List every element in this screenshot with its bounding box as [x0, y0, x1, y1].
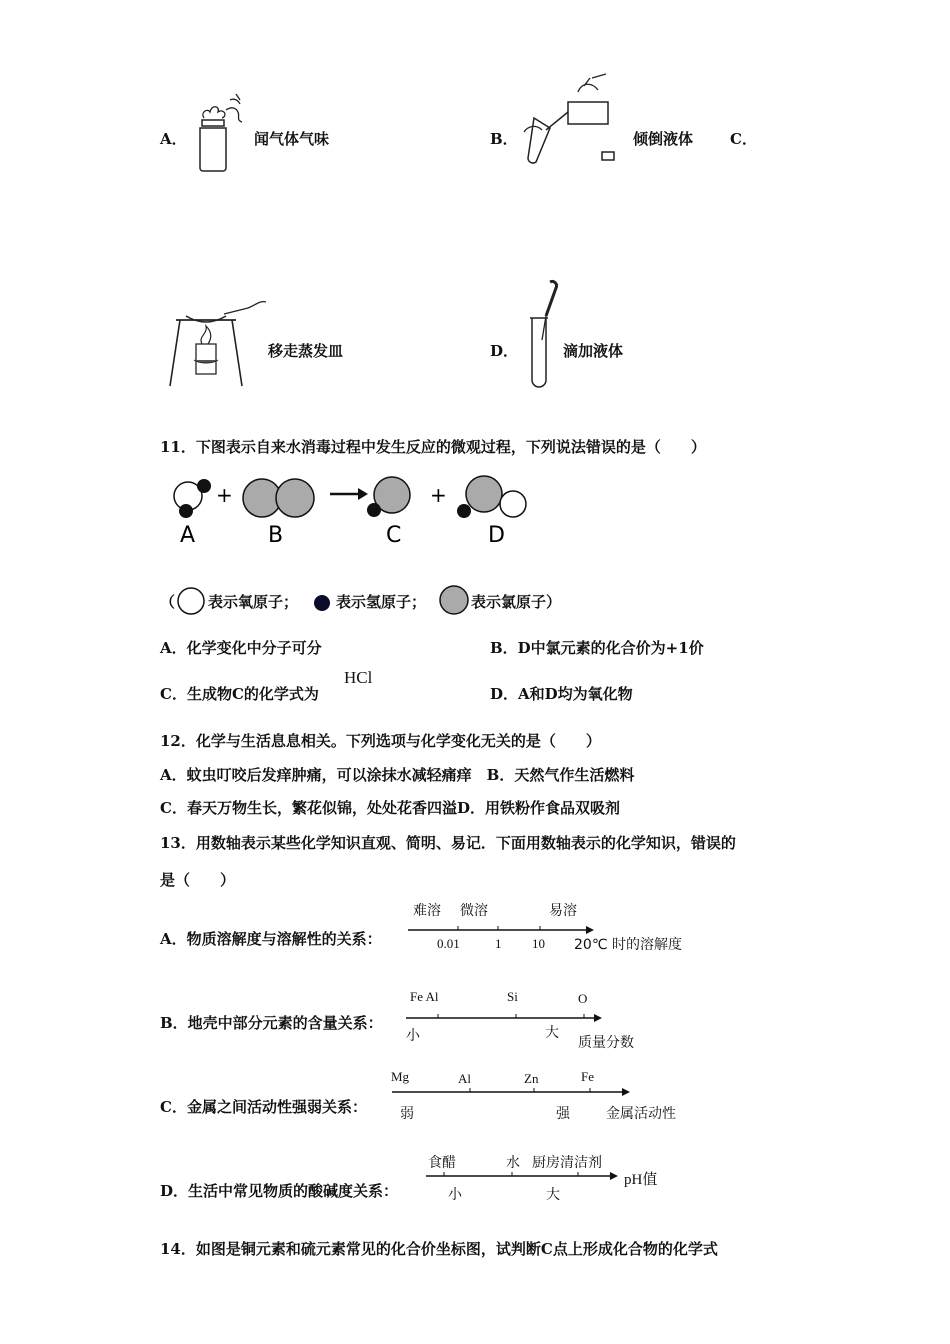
crust-axis-title: 质量分数 [578, 1035, 634, 1051]
option-a-letter: A． [160, 130, 187, 148]
question-14-stem: 14．如图是铜元素和硫元素常见的化合价坐标图，试判断C点上形成化合物的化学式 [160, 1240, 718, 1258]
ph-label-large: 大 [546, 1187, 560, 1203]
question-13-stem-line-1: 13．用数轴表示某些化学知识直观、简明、易记．下面用数轴表示的化学知识，错误的 [160, 834, 736, 852]
ph-label-vinegar: 食醋 [428, 1155, 456, 1171]
option-a-text: 闻气体气味 [254, 130, 330, 148]
smell-gas-illustration [190, 92, 250, 174]
q12-options-line-1: A．蚊虫叮咬后发痒肿痛，可以涂抹水减轻痛痒 B．天然气作生活燃料 [160, 766, 635, 784]
q11-option-b: B．D中氯元素的化合价为+1价 [490, 639, 704, 657]
metal-label-al: Al [458, 1071, 471, 1086]
q11-option-c-formula: HCl [344, 668, 373, 687]
reaction-arrow [330, 488, 368, 500]
ph-label-cleaner: 厨房清洁剂 [532, 1155, 602, 1171]
pour-liquid-illustration [520, 72, 630, 172]
legend-open-paren: （ [160, 593, 176, 611]
q13-option-c-label: C．金属之间活动性强弱关系： [160, 1098, 367, 1116]
crust-label-o: O [578, 991, 588, 1006]
crust-label-large: 大 [545, 1025, 559, 1041]
option-d-text: 滴加液体 [563, 342, 624, 360]
plus-sign-1: + [216, 483, 233, 507]
q13-option-a-label: A．物质溶解度与溶解性的关系： [160, 930, 382, 948]
hydrogen-atom-icon [312, 592, 332, 612]
molecule-a [174, 479, 211, 518]
ph-label-small: 小 [448, 1187, 462, 1203]
molecule-label-b: B [268, 523, 284, 548]
metal-axis-title: 金属活动性 [606, 1106, 676, 1122]
crust-label-small: 小 [406, 1028, 420, 1044]
legend-oxygen: 表示氧原子； [208, 593, 299, 611]
solubility-tick-001: 0.01 [437, 936, 460, 951]
oxygen-atom-icon [176, 586, 206, 616]
metal-label-mg: Mg [391, 1069, 410, 1084]
legend-chlorine: 表示氯原子） [471, 593, 562, 611]
crust-label-fe-al: Fe Al [410, 989, 439, 1004]
dropper-illustration [520, 278, 570, 390]
option-c-letter: C． [730, 130, 757, 148]
solubility-label-slightly: 微溶 [460, 903, 488, 919]
molecule-b [243, 479, 314, 517]
chlorine-atom-icon [438, 584, 470, 616]
molecule-d [457, 476, 526, 518]
solubility-label-soluble: 易溶 [549, 903, 577, 919]
q12-options-line-2: C．春天万物生长，繁花似锦，处处花香四溢D．用铁粉作食品双吸剂 [160, 799, 620, 817]
q13-option-b-label: B．地壳中部分元素的含量关系： [160, 1014, 383, 1032]
crust-label-si: Si [507, 989, 518, 1004]
option-b-letter: B． [490, 130, 518, 148]
remove-evaporating-dish-illustration [166, 294, 266, 392]
solubility-tick-1: 1 [495, 936, 502, 951]
question-11-stem: 11．下图表示自来水消毒过程中发生反应的微观过程，下列说法错误的是（ ） [160, 438, 706, 456]
option-c-text: 移走蒸发皿 [268, 342, 344, 360]
solubility-tick-10: 10 [532, 936, 545, 951]
metal-label-fe: Fe [581, 1069, 594, 1084]
molecule-label-a: A [180, 523, 196, 548]
question-12-stem: 12．化学与生活息息相关。下列选项与化学变化无关的是（ ） [160, 732, 601, 750]
metal-label-weak: 弱 [400, 1106, 414, 1122]
molecule-label-d: D [488, 523, 505, 548]
molecule-label-c: C [386, 523, 402, 548]
q11-option-a: A．化学变化中分子可分 [160, 639, 322, 657]
ph-axis-title: pH值 [624, 1172, 658, 1188]
question-13-stem-line-2: 是（ ） [160, 871, 236, 889]
q11-option-c: C．生成物C的化学式为 [160, 685, 319, 703]
option-b-text: 倾倒液体 [633, 130, 694, 148]
metal-label-zn: Zn [524, 1071, 539, 1086]
q13-option-d-label: D．生活中常见物质的酸碱度关系： [160, 1182, 399, 1200]
ph-label-water: 水 [506, 1155, 520, 1171]
molecule-c [367, 477, 410, 517]
metal-label-strong: 强 [556, 1106, 570, 1122]
option-d-letter: D． [490, 342, 519, 360]
molecular-reaction-diagram [164, 470, 544, 550]
legend-hydrogen: 表示氢原子； [336, 593, 427, 611]
metal-activity-number-line [388, 1082, 638, 1102]
q11-option-d: D．A和D均为氧化物 [490, 685, 633, 703]
solubility-label-insoluble: 难溶 [413, 903, 441, 919]
solubility-axis-title: 20℃ 时的溶解度 [574, 937, 682, 953]
plus-sign-2: + [430, 483, 447, 507]
crust-elements-number-line [400, 1004, 620, 1034]
